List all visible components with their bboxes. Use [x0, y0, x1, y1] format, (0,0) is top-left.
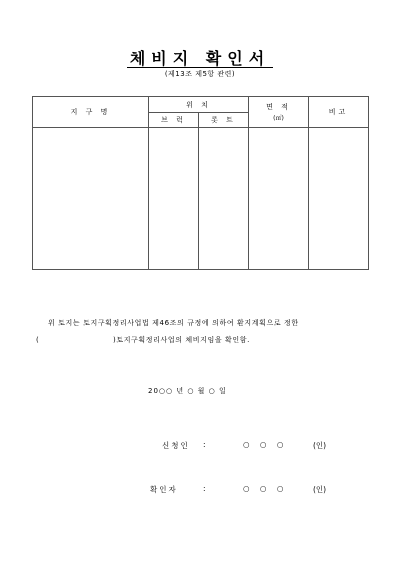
header-district: 지 구 명 — [33, 97, 149, 128]
cell-remarks[interactable] — [309, 128, 369, 270]
title-underline — [127, 67, 273, 68]
confirmer-seal: (인) — [313, 485, 327, 494]
confirmer-label: 확인자 — [150, 485, 178, 494]
document-subtitle: (제13조 제5항 관련) — [164, 70, 236, 78]
confirmer-colon: : — [203, 484, 206, 493]
statement-line-2-text: )토지구획정리사업의 체비지임을 확인함. — [113, 336, 250, 344]
cell-block[interactable] — [149, 128, 199, 270]
table-header-row — [33, 97, 369, 113]
table-row — [33, 128, 369, 270]
statement-open-paren: ( — [36, 336, 40, 344]
land-info-table — [32, 96, 369, 270]
header-block: 브 럭 — [149, 113, 199, 128]
header-lot: 롯 트 — [199, 113, 249, 128]
header-location: 위 치 — [149, 97, 249, 113]
cell-district[interactable] — [33, 128, 149, 270]
applicant-label: 신청인 — [162, 441, 190, 450]
issue-date: 20○○ 년 ○ 월 ○ 일 — [148, 387, 227, 395]
applicant-colon: : — [203, 440, 206, 449]
header-area — [249, 97, 309, 128]
header-remarks: 비고 — [309, 97, 369, 128]
statement-line-1: 위 토지는 토지구획정리사업법 제46조의 규정에 의하여 환지계획으로 정한 — [48, 319, 299, 327]
header-area-unit: (㎡) — [273, 115, 284, 122]
document-title: 체비지 확인서 — [129, 49, 271, 68]
applicant-name[interactable]: ○ ○ ○ — [243, 440, 288, 449]
confirmer-row — [0, 484, 400, 496]
statement-line-2 — [36, 335, 250, 345]
cell-area[interactable] — [249, 128, 309, 270]
applicant-row — [0, 440, 400, 452]
cell-lot[interactable] — [199, 128, 249, 270]
header-area-label: 면 적 — [266, 103, 291, 111]
applicant-seal: (인) — [313, 441, 327, 450]
confirmer-name[interactable]: ○ ○ ○ — [243, 484, 288, 493]
